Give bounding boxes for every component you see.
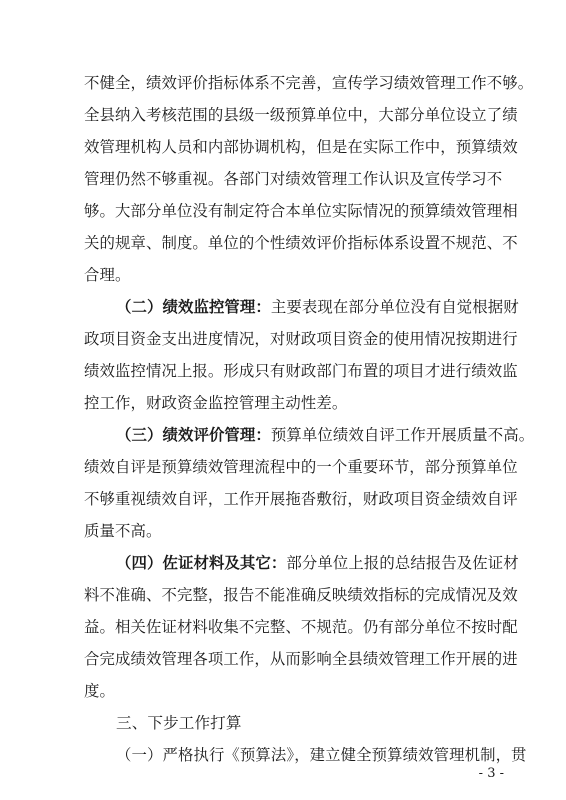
subsection-title: （二）绩效监控管理：	[116, 298, 271, 316]
paragraph-first-line	[116, 297, 519, 317]
paragraph-text: 部分单位上报的总结报告及佐证材	[286, 554, 519, 572]
paragraph-first-line: （一）严格执行《预算法》，建立健全预算绩效管理机制，贯	[116, 746, 527, 764]
paragraph-first-line	[116, 553, 519, 573]
paragraph-line: 不够重视绩效自评，工作开展拖沓敷衍，财政项目资金绩效自评	[84, 490, 518, 508]
paragraph-line: 关的规章、制度。单位的个性绩效评价指标体系设置不规范、不	[84, 234, 518, 252]
paragraph-line: 益。相关佐证材料收集不完整、不规范。仍有部分单位不按时配	[84, 618, 518, 636]
paragraph-line: 合完成绩效管理各项工作，从而影响全县绩效管理工作开展的进	[84, 650, 518, 668]
paragraph-first-line	[116, 425, 535, 445]
paragraph-line: 全县纳入考核范围的县级一级预算单位中，大部分单位设立了绩	[84, 106, 518, 124]
paragraph-line: 料不准确、不完整，报告不能准确反映绩效指标的完成情况及效	[84, 586, 518, 604]
page-number: - 3 -	[478, 766, 504, 781]
subsection-title: （三）绩效评价管理：	[116, 426, 271, 444]
paragraph-line: 效管理机构人员和内部协调机构，但是在实际工作中，预算绩效	[84, 138, 518, 156]
paragraph-line: 合理。	[84, 266, 131, 284]
section-heading: 三、下步工作打算	[116, 714, 242, 732]
paragraph-line: 管理仍然不够重视。各部门对绩效管理工作认识及宣传学习不	[84, 170, 503, 188]
paragraph-line: 不健全，绩效评价指标体系不完善，宣传学习绩效管理工作不够。	[84, 74, 534, 92]
paragraph-text: 主要表现在部分单位没有自觉根据财	[270, 298, 519, 316]
paragraph-line: 控工作，财政资金监控管理主动性差。	[84, 394, 348, 412]
paragraph-line: 绩效监控情况上报。形成只有财政部门布置的项目才进行绩效监	[84, 362, 518, 380]
paragraph-line: 度。	[84, 682, 115, 700]
subsection-title: （四）佐证材料及其它：	[116, 554, 287, 572]
paragraph-line: 够。大部分单位没有制定符合本单位实际情况的预算绩效管理相	[84, 202, 518, 220]
paragraph-line: 政项目资金支出进度情况，对财政项目资金的使用情况按期进行	[84, 330, 518, 348]
paragraph-line: 绩效自评是预算绩效管理流程中的一个重要环节，部分预算单位	[84, 458, 518, 476]
paragraph-text: 预算单位绩效自评工作开展质量不高。	[270, 426, 535, 444]
paragraph-line: 质量不高。	[84, 522, 162, 540]
